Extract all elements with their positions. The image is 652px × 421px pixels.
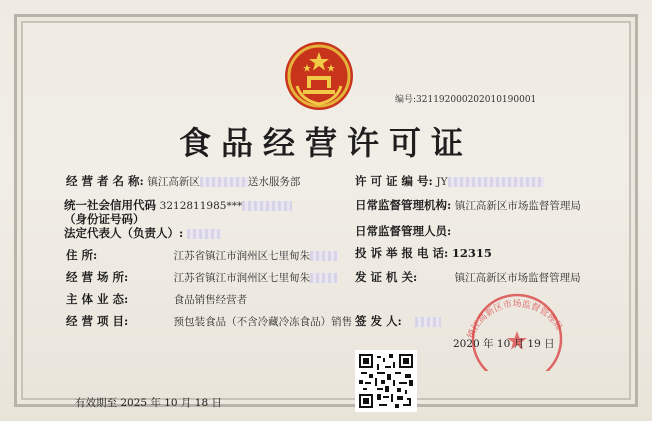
license-number-value: JY [436, 176, 448, 188]
representative-row [64, 225, 221, 241]
premises-value: 江苏省镇江市润州区七里甸朱 [173, 272, 311, 284]
premises-label: 经 营 场 所: [66, 270, 129, 284]
id-number-label: （身份证号码） [64, 212, 145, 226]
credit-code-label: 统一社会信用代码 [64, 198, 156, 212]
license-number-row [355, 173, 544, 189]
subject-row [66, 291, 247, 307]
seal-text: 镇江高新区市场监督管理局 [466, 299, 564, 341]
qr-code-icon [355, 350, 417, 412]
credit-code-value: 3212811985*** [159, 200, 243, 212]
complaint-row [355, 245, 492, 261]
issue-date: 2020 年 10 月 19 日 [453, 338, 555, 350]
premises-row [66, 269, 338, 285]
signer-label: 签 发 人: [355, 314, 402, 328]
redaction [242, 201, 292, 211]
daily-staff-row [355, 223, 451, 239]
issuer-value: 镇江高新区市场监督管理局 [454, 272, 581, 284]
operator-label: 经 营 者 名 称: [66, 174, 144, 188]
operator-suffix: 送水服务部 [247, 176, 301, 188]
complaint-value: 12315 [451, 246, 492, 260]
redaction [415, 317, 441, 327]
daily-org-label: 日常监督管理机构: [355, 198, 452, 212]
complaint-label: 投 诉 举 报 电 话: [355, 246, 449, 260]
daily-org-value: 镇江高新区市场监督管理局 [454, 200, 581, 212]
items-value: 预包装食品（不含冷藏冷冻食品）销售 [173, 316, 353, 328]
operator-row [66, 173, 300, 189]
items-row [66, 313, 352, 329]
redaction [310, 273, 338, 283]
license-number-label: 许 可 证 编 号: [355, 174, 433, 188]
representative-label: 法定代表人（负责人）: [64, 226, 184, 240]
serial-number: 编号:32119200020201019000​1 [395, 95, 537, 105]
issuer-label: 发 证 机 关: [355, 270, 418, 284]
daily-org-row [355, 197, 581, 213]
redaction [200, 177, 248, 187]
national-emblem-icon [283, 40, 355, 112]
address-row [66, 247, 338, 263]
redaction [187, 229, 221, 239]
subject-label: 主 体 业 态: [66, 292, 129, 306]
redaction [448, 177, 544, 187]
expiry-date: 有效期至 2025 年 10 月 18 日 [75, 397, 222, 409]
address-value: 江苏省镇江市润州区七里甸朱 [173, 250, 311, 262]
redaction [310, 251, 338, 261]
subject-value: 食品销售经营者 [173, 294, 248, 306]
daily-staff-label: 日常监督管理人员: [355, 224, 452, 238]
items-label: 经 营 项 目: [66, 314, 129, 328]
address-label: 住 所: [66, 248, 98, 262]
signer-row [355, 313, 441, 329]
operator-value: 镇江高新区 [147, 176, 200, 188]
certificate-title: 食品经营许可证 [178, 124, 473, 162]
svg-text:镇江高新区市场监督管理局 [464, 298, 564, 341]
official-seal-icon [458, 283, 576, 371]
